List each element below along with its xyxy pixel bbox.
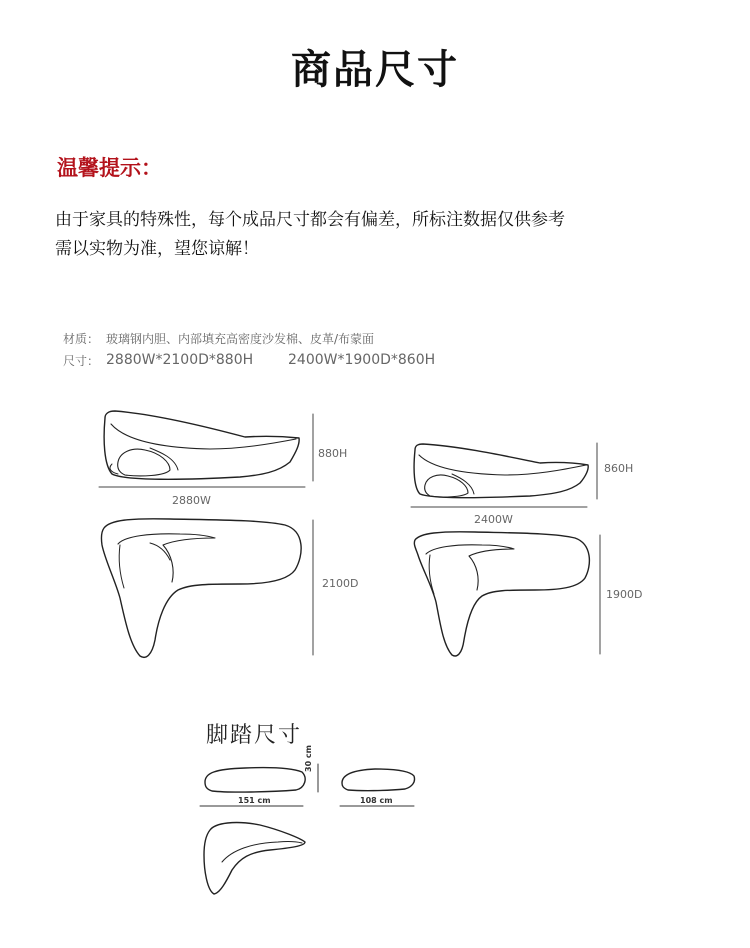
size-label: 尺寸：: [63, 354, 100, 368]
footstool-small-side: [342, 769, 415, 791]
footstool-height: 30 cm: [304, 745, 313, 772]
footstool-width-large: 151 cm: [238, 796, 271, 805]
notice-label: 温馨提示：: [57, 156, 162, 180]
footstool-top-view: [204, 823, 305, 894]
large-sofa-top-view: [101, 519, 301, 658]
small-sofa-side-view: [414, 444, 588, 498]
material-value: 玻璃钢内胆、内部填充高密度沙发棉、皮革/布蒙面: [106, 332, 375, 346]
footstool-large-side: [205, 768, 305, 792]
size-small: 2400W*1900D*860H: [288, 352, 436, 368]
small-height-label: 860H: [604, 462, 634, 475]
footstool-title: 脚踏尺寸: [206, 723, 303, 748]
large-width-label: 2880W: [172, 494, 211, 507]
notice-line-2: 需以实物为准，望您谅解！: [55, 239, 259, 259]
footstool-width-small: 108 cm: [360, 796, 393, 805]
large-depth-label: 2100D: [322, 577, 359, 590]
small-depth-label: 1900D: [606, 588, 643, 601]
large-height-label: 880H: [318, 447, 348, 460]
small-sofa-top-view: [414, 532, 589, 656]
small-width-label: 2400W: [474, 513, 513, 526]
notice-line-1: 由于家具的特殊性，每个成品尺寸都会有偏差，所标注数据仅供参考: [55, 210, 565, 230]
large-sofa-side-view: [104, 411, 299, 479]
material-label: 材质：: [63, 332, 100, 346]
size-large: 2880W*2100D*880H: [106, 352, 254, 368]
page-title: 商品尺寸: [291, 47, 459, 93]
